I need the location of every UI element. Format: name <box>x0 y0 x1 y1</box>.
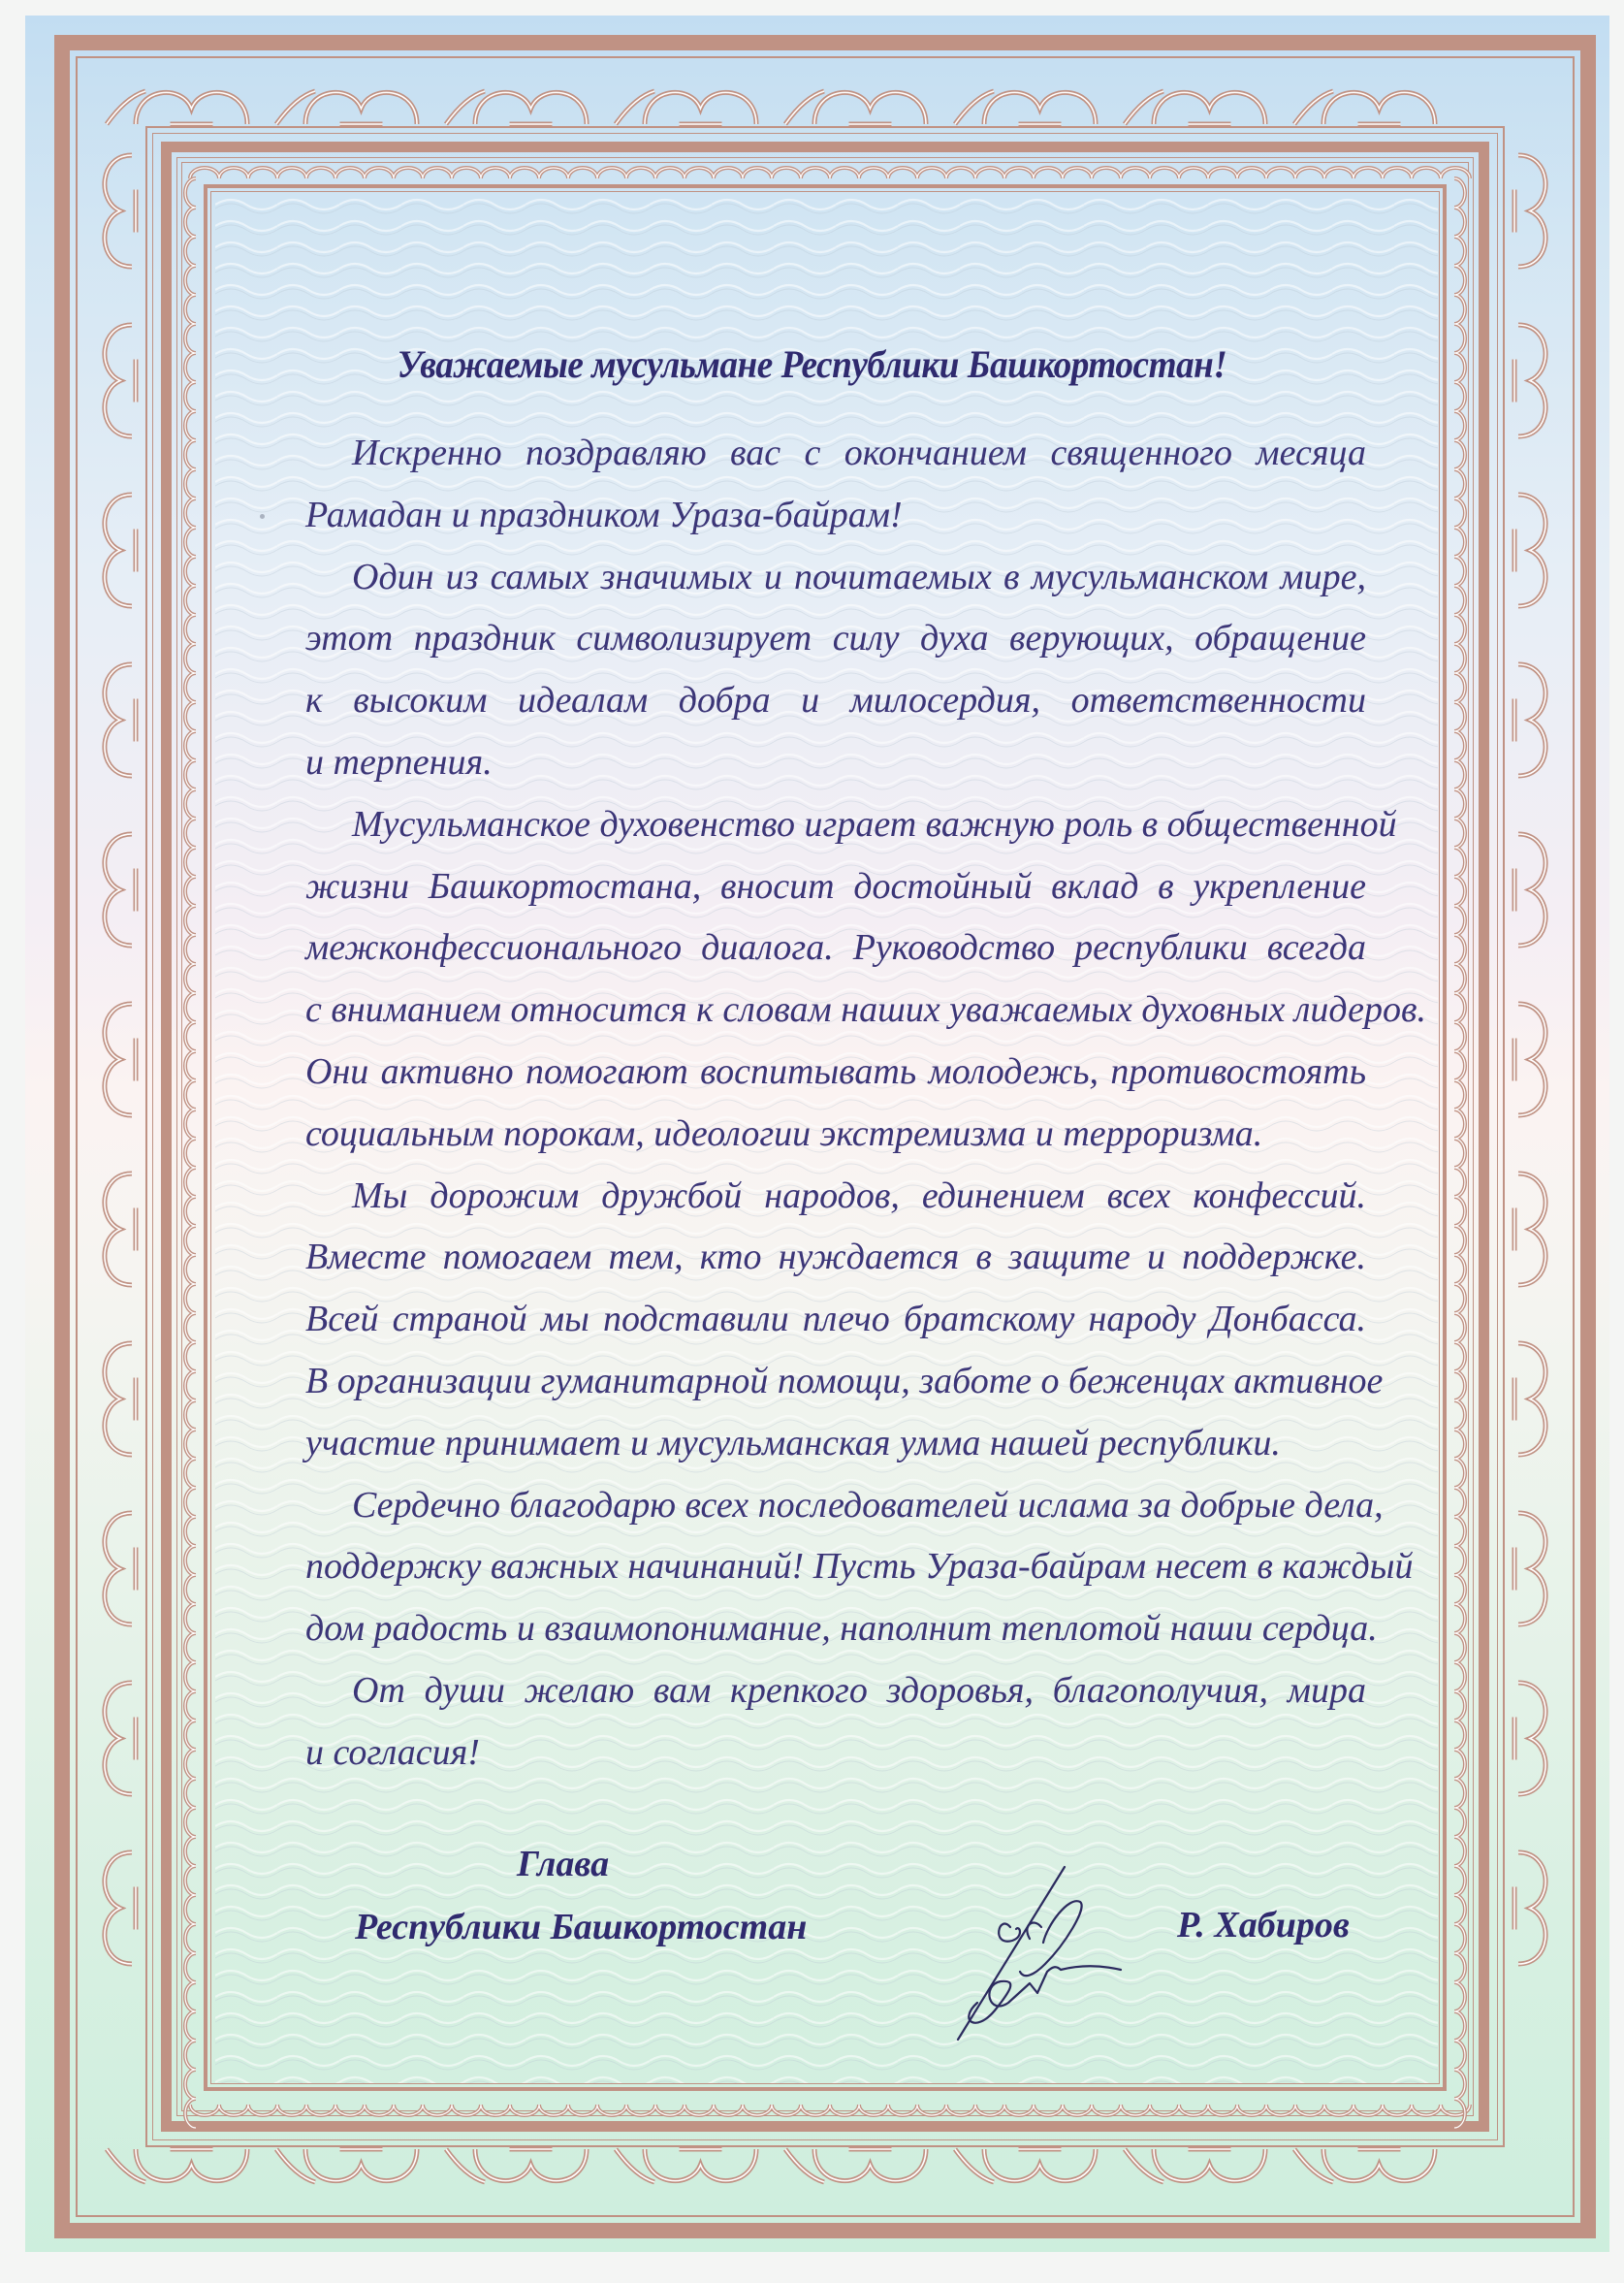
greeting-title: Уважаемые мусульмане Республики Башкортостан! <box>397 342 1227 386</box>
letter-line: поддержку важных начинаний! Пусть Ураза-байрам несет в каждый <box>305 1546 1414 1588</box>
letter-line: Мы дорожим дружбой народов, единением всех конфессий. <box>352 1174 1366 1216</box>
letter-line: Вместе помогаем тем, кто нуждается в защите и поддержке. <box>305 1237 1366 1278</box>
letter-line: и терпения. <box>305 741 493 783</box>
letter-line: межконфессионального диалога. Руководство республики всегда <box>305 927 1366 969</box>
letter-line: к высоким идеалам добра и милосердия, ответственности <box>305 680 1366 722</box>
letter-line: участие принимает и мусульманская умма нашей республики. <box>305 1422 1281 1463</box>
letter-line: с вниманием относится к словам наших уважаемых духовных лидеров. <box>305 989 1426 1031</box>
letter-line: Искренно поздравляю вас с окончанием священного месяца <box>352 433 1366 473</box>
letter-line: дом радость и взаимопонимание, наполнит теплотой наши сердца. <box>305 1608 1378 1650</box>
letter-line: Они активно помогают воспитывать молодежь, противостоять <box>305 1050 1366 1092</box>
letter-line: жизни Башкортостана, вносит достойный вклад в укрепление <box>305 865 1366 907</box>
letter-body <box>305 423 1426 1785</box>
letter-line: Рамадан и праздником Ураза-байрам! <box>305 494 903 535</box>
signer-position-line1: Глава <box>517 1844 610 1884</box>
print-speck <box>260 514 265 519</box>
signer-position-line2: Республики Башкортостан <box>355 1907 808 1947</box>
handwritten-signature-icon <box>940 1857 1134 2042</box>
letter-line: Один из самых значимых и почитаемых в мусульманском мире, <box>352 556 1366 597</box>
letter-line: В организации гуманитарной помощи, заботе о беженцах активное <box>305 1360 1384 1401</box>
letter-line: От души желаю вам крепкого здоровья, благополучия, мира <box>352 1669 1366 1711</box>
letter-line: социальным порокам, идеологии экстремизма и терроризма. <box>305 1112 1263 1154</box>
letter-line: Сердечно благодарю всех последователей ислама за добрые дела, <box>352 1484 1384 1526</box>
letter-line: Всей страной мы подставили плечо братскому народу Донбасса. <box>305 1299 1366 1340</box>
letter-line: Мусульманское духовенство играет важную роль в общественной <box>352 803 1397 845</box>
letter-line: этот праздник символизирует силу духа верующих, обращение <box>305 618 1366 659</box>
signer-name: Р. Хабиров <box>1177 1905 1350 1945</box>
letter-line: и согласия! <box>305 1731 480 1773</box>
